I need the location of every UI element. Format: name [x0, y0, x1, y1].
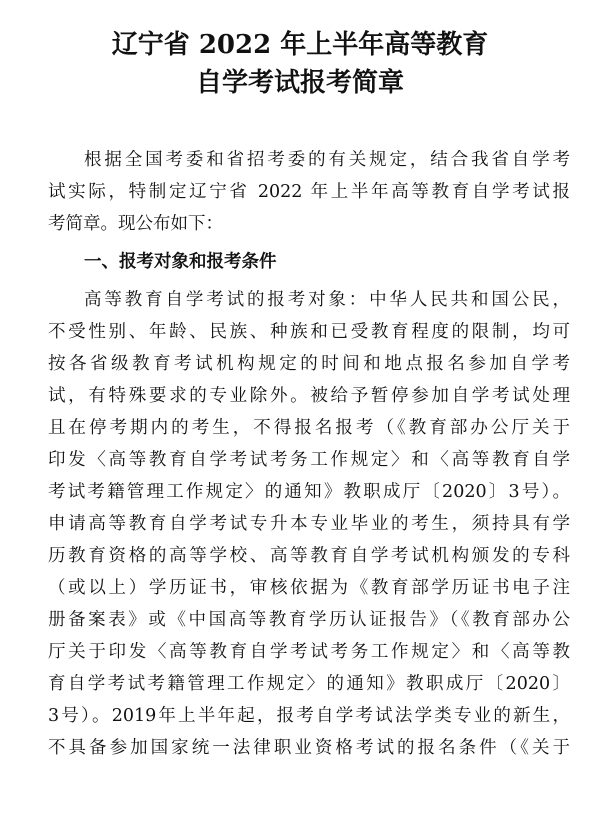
paragraph-2-line-10: （或以上）学历证书，审核依据为《教育部学历证书电子注: [48, 578, 570, 598]
paragraph-2-line-1: 高等教育自学考试的报考对象：中华人民共和国公民，: [84, 290, 570, 310]
paragraph-1-line-2: 试实际，特制定辽宁省 2022 年上半年高等教育自学考试报: [48, 182, 570, 202]
paragraph-2-line-12: 厅关于印发〈高等教育自学考试考务工作规定〉和〈高等教: [48, 642, 570, 662]
paragraph-2-line-7: 考试考籍管理工作规定〉的通知》教职成厅〔2020〕3号）。: [48, 482, 570, 502]
paragraph-2-line-15: 不具备参加国家统一法律职业资格考试的报名条件（《关于: [48, 738, 570, 758]
paragraph-2-line-3: 按各省级教育考试机构规定的时间和地点报名参加自学考: [48, 354, 570, 374]
document-title-line-2: 自学考试报考简章: [195, 68, 404, 98]
paragraph-2-line-13: 育自学考试考籍管理工作规定〉的通知》教职成厅〔2020〕: [48, 674, 570, 694]
paragraph-1-line-3: 考简章。现公布如下：: [48, 214, 223, 234]
paragraph-2-line-2: 不受性别、年龄、民族、种族和已受教育程度的限制，均可: [48, 322, 570, 342]
paragraph-2-line-4: 试，有特殊要求的专业除外。被给予暂停参加自学考试处理: [48, 386, 570, 406]
paragraph-2-line-14: 3号）。2019年上半年起，报考自学考试法学类专业的新生，: [48, 706, 570, 726]
paragraph-2-line-11: 册备案表》或《中国高等教育学历认证报告》（《教育部办公: [48, 610, 570, 630]
section-heading: 一、报考对象和报考条件: [84, 252, 277, 272]
paragraph-2-line-9: 历教育资格的高等学校、高等教育自学考试机构颁发的专科: [48, 546, 570, 566]
paragraph-2-line-6: 印发〈高等教育自学考试考务工作规定〉和〈高等教育自学: [48, 450, 570, 470]
paragraph-2-line-5: 且在停考期内的考生，不得报名报考（《教育部办公厅关于: [48, 418, 570, 438]
paragraph-2-line-8: 申请高等教育自学考试专升本专业毕业的考生，须持具有学: [48, 514, 570, 534]
document-title-line-1: 辽宁省 2022 年上半年高等教育: [111, 30, 489, 60]
paragraph-1-line-1: 根据全国考委和省招考委的有关规定，结合我省自学考: [84, 150, 570, 170]
